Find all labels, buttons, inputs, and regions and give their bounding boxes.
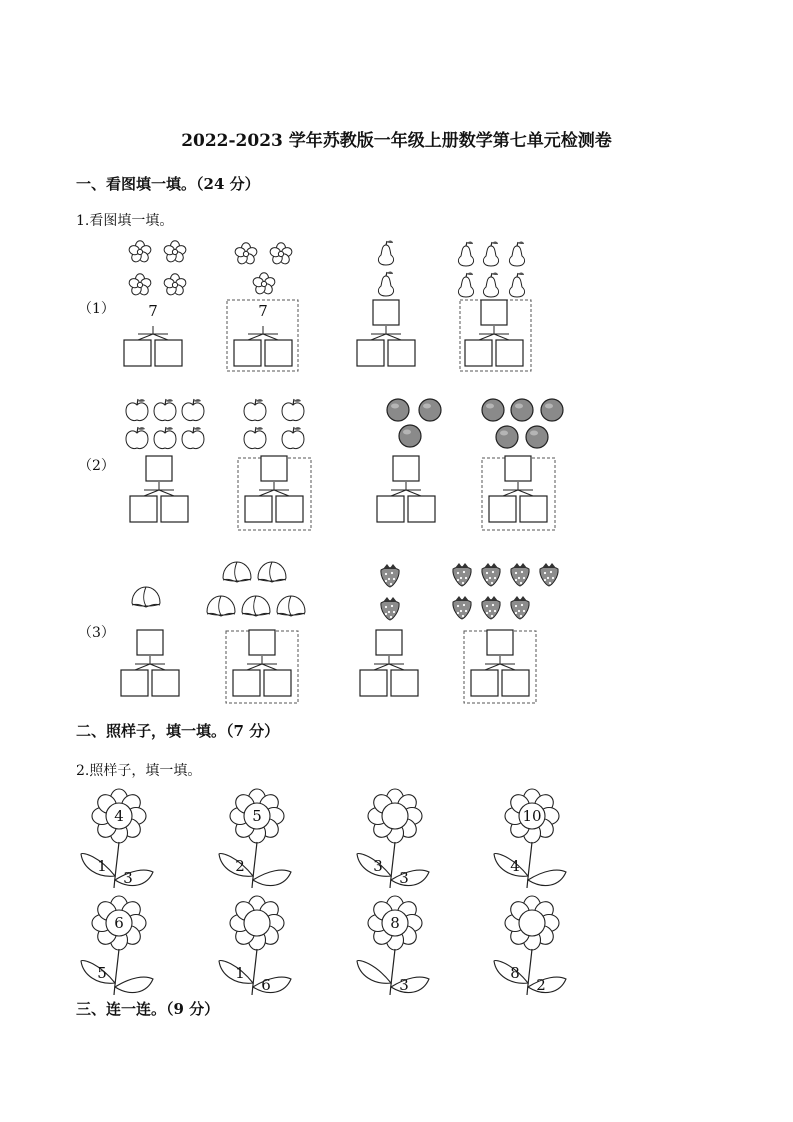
right-leaf bbox=[115, 977, 153, 992]
flower-left-number: 1 bbox=[97, 857, 107, 875]
tree-line bbox=[389, 664, 404, 670]
answer-box-left[interactable] bbox=[489, 496, 516, 522]
strawberry-icon bbox=[511, 596, 529, 619]
strawberry-icon bbox=[453, 563, 471, 586]
flower-left-number: 4 bbox=[510, 857, 520, 875]
tree-line bbox=[503, 490, 518, 496]
right-leaf bbox=[528, 870, 566, 885]
pear-icon bbox=[458, 241, 473, 266]
orange-icon bbox=[419, 399, 441, 421]
left-leaf bbox=[357, 961, 391, 984]
apple-icon bbox=[154, 399, 176, 421]
flower-left-number: 5 bbox=[97, 964, 107, 982]
answer-box-top[interactable] bbox=[487, 630, 513, 655]
pear-icon bbox=[509, 272, 524, 297]
answer-box-top[interactable] bbox=[146, 456, 172, 481]
answer-box-right[interactable] bbox=[276, 496, 303, 522]
tree-line bbox=[494, 334, 509, 340]
answer-box-left[interactable] bbox=[471, 670, 498, 696]
apple-icon bbox=[154, 427, 176, 449]
right-leaf bbox=[391, 977, 429, 992]
answer-box-left[interactable] bbox=[130, 496, 157, 522]
apple-icon bbox=[126, 399, 148, 421]
page-title: 2022-2023 学年苏教版一年级上册数学第七单元检测卷 bbox=[181, 131, 612, 151]
answer-box-left[interactable] bbox=[360, 670, 387, 696]
orange-icon bbox=[387, 399, 409, 421]
answer-box-right[interactable] bbox=[391, 670, 418, 696]
answer-box-left[interactable] bbox=[245, 496, 272, 522]
peach-icon bbox=[132, 587, 160, 607]
flower-center[interactable] bbox=[519, 910, 545, 936]
flower-right-number: 3 bbox=[123, 869, 133, 887]
number-flower bbox=[494, 896, 566, 995]
number-flower bbox=[219, 789, 291, 888]
peach-icon bbox=[207, 596, 235, 616]
tree-line bbox=[247, 664, 262, 670]
apple-icon bbox=[282, 427, 304, 449]
number-flower bbox=[81, 896, 153, 995]
tree-line bbox=[144, 490, 159, 496]
flower-icon bbox=[128, 241, 152, 264]
flower-icon bbox=[163, 241, 187, 264]
flower-left-number: 2 bbox=[235, 857, 245, 875]
answer-box-left[interactable] bbox=[377, 496, 404, 522]
strawberry-icon bbox=[482, 563, 500, 586]
question-1: 1.看图填一填。 bbox=[76, 213, 174, 229]
strawberry-icon bbox=[381, 564, 399, 587]
tree-line bbox=[248, 334, 263, 340]
pear-icon bbox=[483, 241, 498, 266]
strawberry-icon bbox=[511, 563, 529, 586]
flower-icon bbox=[252, 273, 276, 296]
answer-box-left[interactable] bbox=[465, 340, 492, 366]
apple-icon bbox=[182, 427, 204, 449]
tree-line bbox=[406, 490, 421, 496]
pear-icon bbox=[378, 271, 393, 296]
peach-icon bbox=[277, 596, 305, 616]
right-leaf bbox=[253, 870, 291, 885]
tree-line bbox=[479, 334, 494, 340]
row-label-1: （1） bbox=[78, 301, 115, 317]
answer-box-right[interactable] bbox=[152, 670, 179, 696]
tree-line bbox=[518, 490, 533, 496]
right-leaf bbox=[115, 870, 153, 885]
flower-center-number: 6 bbox=[114, 914, 124, 932]
answer-box-left[interactable] bbox=[233, 670, 260, 696]
number-flower bbox=[81, 789, 153, 888]
number-flower bbox=[219, 896, 291, 995]
orange-icon bbox=[511, 399, 533, 421]
tree-line bbox=[263, 334, 278, 340]
strawberry-icon bbox=[381, 597, 399, 620]
peach-icon bbox=[258, 562, 286, 582]
answer-box-right[interactable] bbox=[496, 340, 523, 366]
answer-box-top[interactable] bbox=[137, 630, 163, 655]
flower-center-number: 4 bbox=[114, 807, 124, 825]
flower-right-number: 6 bbox=[261, 976, 271, 994]
answer-box-right[interactable] bbox=[520, 496, 547, 522]
answer-box-top[interactable] bbox=[261, 456, 287, 481]
flower-left-number: 8 bbox=[510, 964, 520, 982]
answer-box-top[interactable] bbox=[505, 456, 531, 481]
right-leaf bbox=[391, 870, 429, 885]
right-leaf bbox=[528, 977, 566, 992]
tree-top-number: 7 bbox=[148, 302, 158, 320]
number-flower bbox=[357, 789, 429, 888]
tree-top-number: 7 bbox=[258, 302, 268, 320]
orange-icon bbox=[496, 426, 518, 448]
tree-line bbox=[371, 334, 386, 340]
row-label-3: （3） bbox=[78, 625, 115, 641]
number-flower bbox=[357, 896, 429, 995]
orange-icon bbox=[541, 399, 563, 421]
answer-box-right[interactable] bbox=[265, 340, 292, 366]
strawberry-icon bbox=[453, 596, 471, 619]
peach-icon bbox=[223, 562, 251, 582]
pear-icon bbox=[509, 241, 524, 266]
orange-icon bbox=[399, 425, 421, 447]
tree-line bbox=[150, 664, 165, 670]
answer-box-right[interactable] bbox=[408, 496, 435, 522]
answer-box-top[interactable] bbox=[393, 456, 419, 481]
answer-box-left[interactable] bbox=[234, 340, 261, 366]
pear-icon bbox=[458, 272, 473, 297]
flower-icon bbox=[234, 243, 258, 266]
flower-icon bbox=[269, 243, 293, 266]
answer-box-right[interactable] bbox=[155, 340, 182, 366]
apple-icon bbox=[282, 399, 304, 421]
peach-icon bbox=[242, 596, 270, 616]
tree-line bbox=[259, 490, 274, 496]
row-label-2: （2） bbox=[78, 458, 115, 474]
answer-box-top[interactable] bbox=[376, 630, 402, 655]
number-flower bbox=[494, 789, 566, 888]
flower-center[interactable] bbox=[382, 803, 408, 829]
section-3-heading: 三、连一连。（9 分） bbox=[76, 1000, 220, 1018]
answer-box-left[interactable] bbox=[124, 340, 151, 366]
tree-line bbox=[391, 490, 406, 496]
orange-icon bbox=[526, 426, 548, 448]
flower-center-number: 5 bbox=[252, 807, 262, 825]
flower-center-number: 10 bbox=[522, 807, 542, 825]
flower-left-number: 3 bbox=[373, 857, 383, 875]
answer-box-right[interactable] bbox=[388, 340, 415, 366]
flower-right-number: 3 bbox=[399, 869, 409, 887]
tree-line bbox=[159, 490, 174, 496]
tree-line bbox=[500, 664, 515, 670]
strawberry-icon bbox=[482, 596, 500, 619]
answer-box-top[interactable] bbox=[249, 630, 275, 655]
apple-icon bbox=[244, 427, 266, 449]
flower-left-number: 1 bbox=[235, 964, 245, 982]
answer-box-right[interactable] bbox=[502, 670, 529, 696]
orange-icon bbox=[482, 399, 504, 421]
strawberry-icon bbox=[540, 563, 558, 586]
flower-right-number: 3 bbox=[399, 976, 409, 994]
tree-line bbox=[153, 334, 168, 340]
tree-line bbox=[138, 334, 153, 340]
flower-icon bbox=[128, 274, 152, 297]
pear-icon bbox=[483, 272, 498, 297]
tree-line bbox=[262, 664, 277, 670]
flower-center[interactable] bbox=[244, 910, 270, 936]
answer-box-left[interactable] bbox=[357, 340, 384, 366]
flower-center-number: 8 bbox=[390, 914, 400, 932]
tree-line bbox=[374, 664, 389, 670]
tree-line bbox=[386, 334, 401, 340]
answer-box-right[interactable] bbox=[264, 670, 291, 696]
flower-icon bbox=[163, 274, 187, 297]
right-leaf bbox=[253, 977, 291, 992]
tree-line bbox=[485, 664, 500, 670]
answer-box-left[interactable] bbox=[121, 670, 148, 696]
apple-icon bbox=[244, 399, 266, 421]
question-2: 2.照样子，填一填。 bbox=[76, 763, 202, 779]
answer-box-top[interactable] bbox=[373, 300, 399, 325]
tree-line bbox=[274, 490, 289, 496]
flower-right-number: 2 bbox=[536, 976, 546, 994]
section-2-heading: 二、照样子，填一填。（7 分） bbox=[76, 722, 280, 740]
tree-line bbox=[135, 664, 150, 670]
section-1-heading: 一、看图填一填。（24 分） bbox=[76, 175, 260, 193]
pear-icon bbox=[378, 240, 393, 265]
apple-icon bbox=[126, 427, 148, 449]
apple-icon bbox=[182, 399, 204, 421]
answer-box-right[interactable] bbox=[161, 496, 188, 522]
answer-box-top[interactable] bbox=[481, 300, 507, 325]
